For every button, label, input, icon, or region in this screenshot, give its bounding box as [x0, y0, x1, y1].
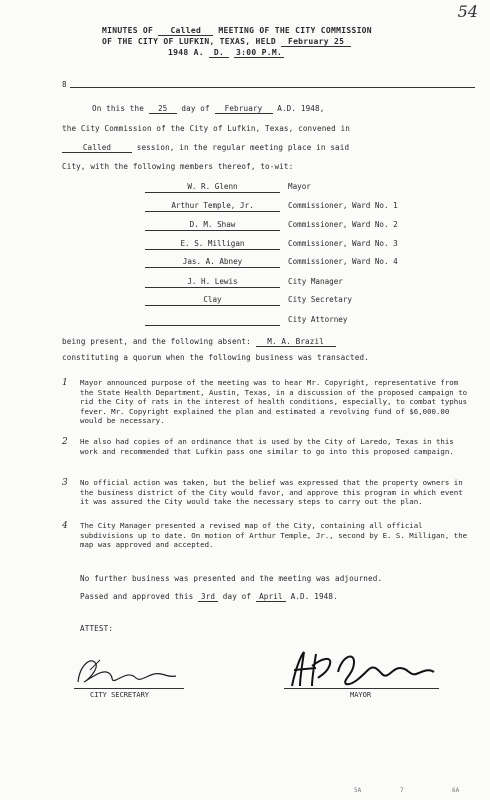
- approved-line: Passed and approved this 3rd day of April A.D. 1948.: [80, 592, 338, 601]
- member-title-city-attorney: City Attorney: [288, 315, 348, 324]
- item-text-3: No official action was taken, but the belief was expressed that the property owners in the business district of the City would favor, and approve this program in which event it was assured the City would take the necessary steps to carry out the plan.: [80, 478, 463, 507]
- header-line-1: MINUTES OF Called MEETING OF THE CITY COMMISSION: [102, 26, 372, 35]
- member-name-ward-1: Arthur Temple, Jr.: [145, 201, 280, 212]
- section-marker: 8: [62, 80, 67, 89]
- member-title-mayor: Mayor: [288, 182, 311, 191]
- member-name-mayor: W. R. Glenn: [145, 182, 280, 193]
- separator-line: [70, 87, 475, 88]
- opening-line-1: On this the 25 day of February A.D. 1948,: [92, 104, 325, 113]
- member-name-city-secretary: Clay: [145, 295, 280, 306]
- secretary-label: CITY SECRETARY: [90, 691, 150, 699]
- opening-line-4: City, with the following members thereof, to-wit:: [62, 162, 294, 171]
- session-type: Called: [158, 26, 213, 36]
- member-title-city-manager: City Manager: [288, 277, 343, 286]
- present-line: being present, and the following absent: M. A. Brazil: [62, 337, 336, 347]
- member-title-ward-4: Commissioner, Ward No. 4: [288, 257, 398, 266]
- header-line-2: OF THE CITY OF LUFKIN, TEXAS, HELD February 25: [102, 37, 351, 47]
- header-time: 3:00 P.M.: [236, 48, 283, 57]
- quorum-line: constituting a quorum when the following business was transacted.: [62, 353, 369, 362]
- item-text-1: Mayor announced purpose of the meeting was to hear Mr. Copyright, representative from the State Health Department, Austin, Texas, in a discussion of the proposed campaign to rid the City of rats in the interest of health conditions, especially, to combat typhus fever. Mr. Copyright explained the plan and estimated a revolving fund of $6,000.00 would be necessary.: [80, 378, 468, 426]
- page-number: 54: [457, 2, 478, 21]
- item-number-4: 4: [62, 521, 68, 531]
- item-number-2: 2: [62, 437, 68, 447]
- member-name-city-attorney: [145, 315, 280, 326]
- member-name-ward-2: D. M. Shaw: [145, 220, 280, 231]
- header-date: February 25: [281, 37, 351, 47]
- item-text-2: He also had copies of an ordinance that is used by the City of Laredo, Texas in this work and recommended that Lufkin pass one similar to go into this proposed campaign.: [80, 437, 454, 456]
- member-title-ward-1: Commissioner, Ward No. 1: [288, 201, 398, 210]
- mayor-label: MAYOR: [350, 691, 372, 699]
- adjourn-line: No further business was presented and the meeting was adjourned.: [80, 574, 383, 583]
- footer-mark-1: 5A: [354, 787, 362, 794]
- secretary-signature-line: [74, 688, 184, 689]
- opening-line-3: Called session, in the regular meeting place in said: [62, 143, 349, 153]
- attest-label: ATTEST:: [80, 624, 114, 633]
- member-name-ward-4: Jas. A. Abney: [145, 257, 280, 268]
- member-title-ward-3: Commissioner, Ward No. 3: [288, 239, 398, 248]
- item-number-1: 1: [62, 378, 68, 388]
- header-line-3: 1948 A. D. 3:00 P.M.: [168, 48, 283, 57]
- member-name-city-manager: J. H. Lewis: [145, 277, 280, 288]
- member-title-city-secretary: City Secretary: [288, 295, 353, 304]
- opening-line-2: the City Commission of the City of Lufkin, Texas, convened in: [62, 124, 351, 133]
- mayor-signature: [282, 646, 442, 692]
- mayor-signature-line: [284, 688, 439, 689]
- footer-mark-2: 7: [400, 787, 404, 794]
- absent-name: M. A. Brazil: [256, 337, 336, 347]
- secretary-signature: [70, 652, 185, 692]
- item-number-3: 3: [62, 478, 68, 488]
- footer-mark-3: 6A: [452, 787, 460, 794]
- member-title-ward-2: Commissioner, Ward No. 2: [288, 220, 398, 229]
- member-name-ward-3: E. S. Milligan: [145, 239, 280, 250]
- item-text-4: The City Manager presented a revised map of the City, containing all official subdivisions up to date. On motion of Arthur Temple, Jr., second by E. S. Milligan, the map was approved and accepted.: [80, 521, 468, 550]
